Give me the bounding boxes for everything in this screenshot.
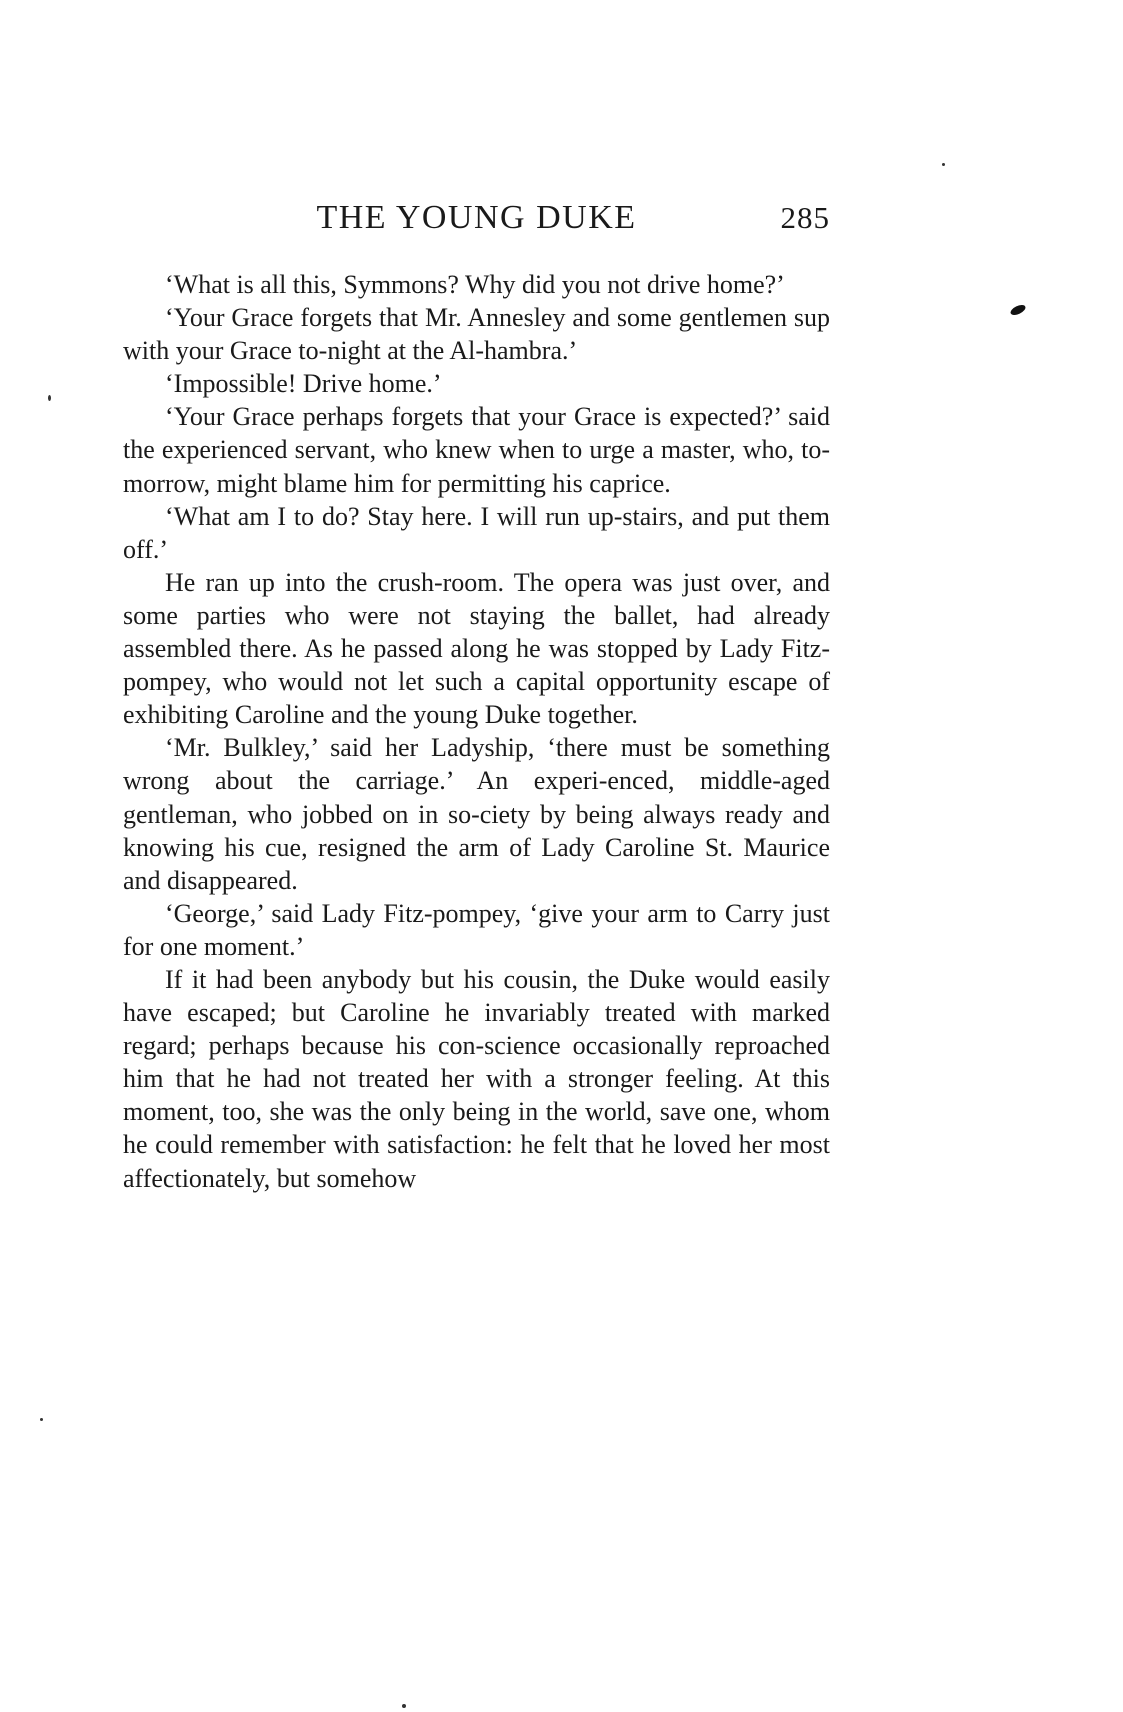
ink-speck: [942, 163, 945, 166]
paragraph: ‘Mr. Bulkley,’ said her Ladyship, ‘there must be something wrong about the carriage.’ An experi-enced, middle-aged gentleman, who jobbed on in so-ciety by being always ready and knowing his cue, resigned the arm of Lady Caroline St. Maurice and disappeared.: [123, 733, 830, 895]
paragraph: ‘What am I to do? Stay here. I will run up-stairs, and put them off.’: [123, 501, 830, 564]
ink-speck: [1009, 303, 1027, 317]
paragraph: ‘What is all this, Symmons? Why did you not drive home?’: [165, 270, 785, 299]
ink-speck: [40, 1418, 43, 1421]
running-head: [123, 196, 830, 240]
body-text: [123, 268, 830, 1195]
running-title: THE YOUNG DUKE: [316, 199, 637, 236]
paragraph: He ran up into the crush-room. The opera was just over, and some parties who were not staying the ballet, had already assembled there. As he passed along he was stopped by Lady Fitz-pompey, who would not let such a capital opportunity escape of exhibiting Caroline and the young Duke together.: [123, 567, 830, 730]
page-number: 285: [780, 200, 830, 235]
paragraph: If it had been anybody but his cousin, the Duke would easily have escaped; but Caroline he invariably treated with marked regard; perhaps because his con-science occasionally reproached him that he had not treated her with a stronger feeling. At this moment, too, she was the only being in the world, save one, whom he could remember with satisfaction: he felt that he loved her most affectionately, but somehow: [123, 964, 830, 1193]
ink-speck: [48, 395, 51, 401]
paragraph: ‘George,’ said Lady Fitz-pompey, ‘give your arm to Carry just for one moment.’: [123, 898, 830, 961]
ink-speck: [402, 1704, 406, 1708]
paragraph: ‘Your Grace forgets that Mr. Annesley and some gentlemen sup with your Grace to-night at the Al-hambra.’: [123, 303, 830, 366]
paragraph: ‘Impossible! Drive home.’: [165, 369, 442, 399]
paragraph: ‘Your Grace perhaps forgets that your Grace is expected?’ said the experienced servant, who knew when to urge a master, who, to-morrow, might blame him for permitting his caprice.: [123, 402, 830, 498]
